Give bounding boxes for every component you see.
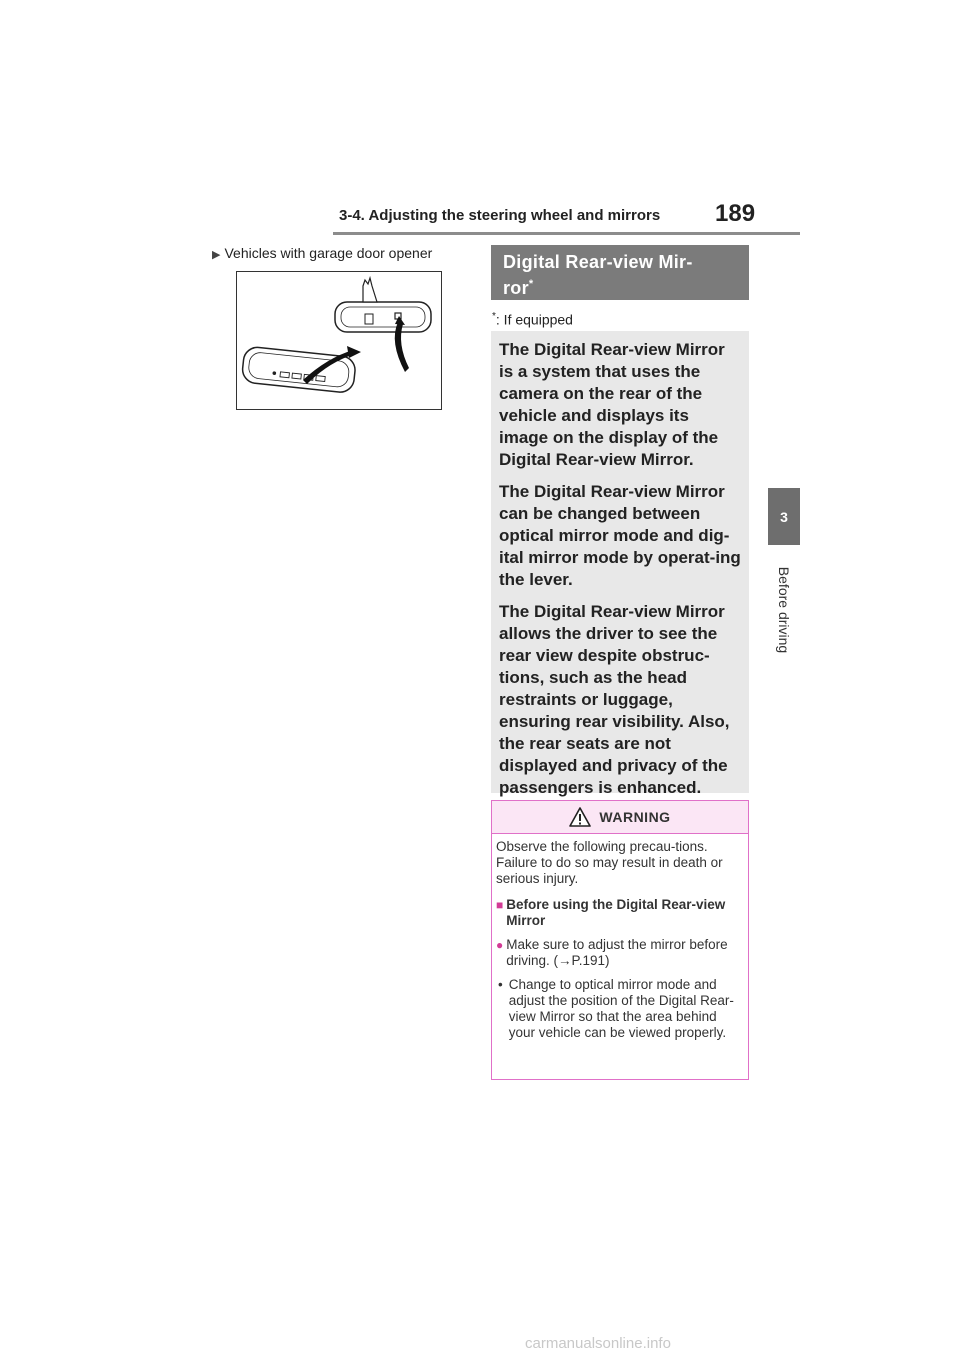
header-section-title: 3-4. Adjusting the steering wheel and mirrors — [339, 207, 661, 224]
triangle-bullet-icon: ▶ — [212, 249, 221, 261]
intro-paragraph: The Digital Rear-view Mirror can be changed between optical mirror mode and dig-ital mirror mode by operat-ing the lever. — [499, 482, 741, 589]
warning-body — [492, 834, 748, 1041]
warning-box — [491, 800, 749, 1080]
warning-intro-line1: Observe the following precau-tions. — [496, 839, 708, 854]
rear-view-mirror-icon — [237, 272, 441, 409]
warning-bullet-text: Make sure to adjust the mirror before driving. (→P.191) — [506, 937, 728, 968]
circle-bullet-icon: ● — [496, 938, 504, 952]
intro-paragraph: The Digital Rear-view Mirror is a system that uses the camera on the rear of the vehicle and displays its image on the display of the Digital Rear-view Mirror. — [499, 340, 725, 469]
warning-dash-item — [498, 977, 744, 1041]
warning-subheading — [496, 897, 744, 929]
warning-bullet — [496, 937, 744, 969]
intro-paragraph: The Digital Rear-view Mirror allows the driver to see the rear view despite obstruc-tions, such as the head restraints or luggage, ensuring rear visibility. Also, the rear seats are not displayed and privacy of the passengers is enhanced. — [499, 602, 730, 797]
chapter-number: 3 — [780, 508, 788, 525]
chapter-tab — [768, 488, 800, 545]
footnote-mark: * — [492, 311, 496, 322]
section-title-box — [491, 245, 749, 300]
square-bullet-icon: ■ — [496, 898, 504, 912]
footnote-text: : If equipped — [495, 311, 573, 328]
warning-subheading-text: Before using the Digital Rear-view Mirror — [506, 897, 726, 928]
warning-label: WARNING — [599, 809, 671, 825]
chapter-label-text: Before driving — [776, 566, 793, 654]
dot-bullet-icon: • — [498, 977, 503, 992]
item-heading — [212, 245, 432, 261]
warning-intro-line2: Failure to do so may result in death or serious injury. — [496, 855, 723, 886]
warning-triangle-icon — [569, 807, 591, 827]
warning-header — [492, 801, 748, 834]
warning-dash-text: Change to optical mirror mode and adjust the position of the Digital Rear-view Mirror so that the area behind your vehicle can be viewed properly. — [508, 977, 734, 1040]
item-heading-text: Vehicles with garage door opener — [224, 245, 433, 261]
chapter-label — [769, 555, 799, 665]
mirror-illustration — [236, 271, 442, 410]
section-title-line1: Digital Rear-view Mir- — [503, 252, 693, 272]
footnote — [492, 311, 573, 328]
footer-watermark: carmanualsonline.info — [525, 1335, 671, 1352]
section-title-line2: ror — [503, 278, 529, 298]
header-rule — [333, 232, 800, 235]
page-number: 189 — [715, 200, 756, 227]
section-title-asterisk: * — [528, 278, 534, 290]
intro-box — [491, 331, 749, 797]
